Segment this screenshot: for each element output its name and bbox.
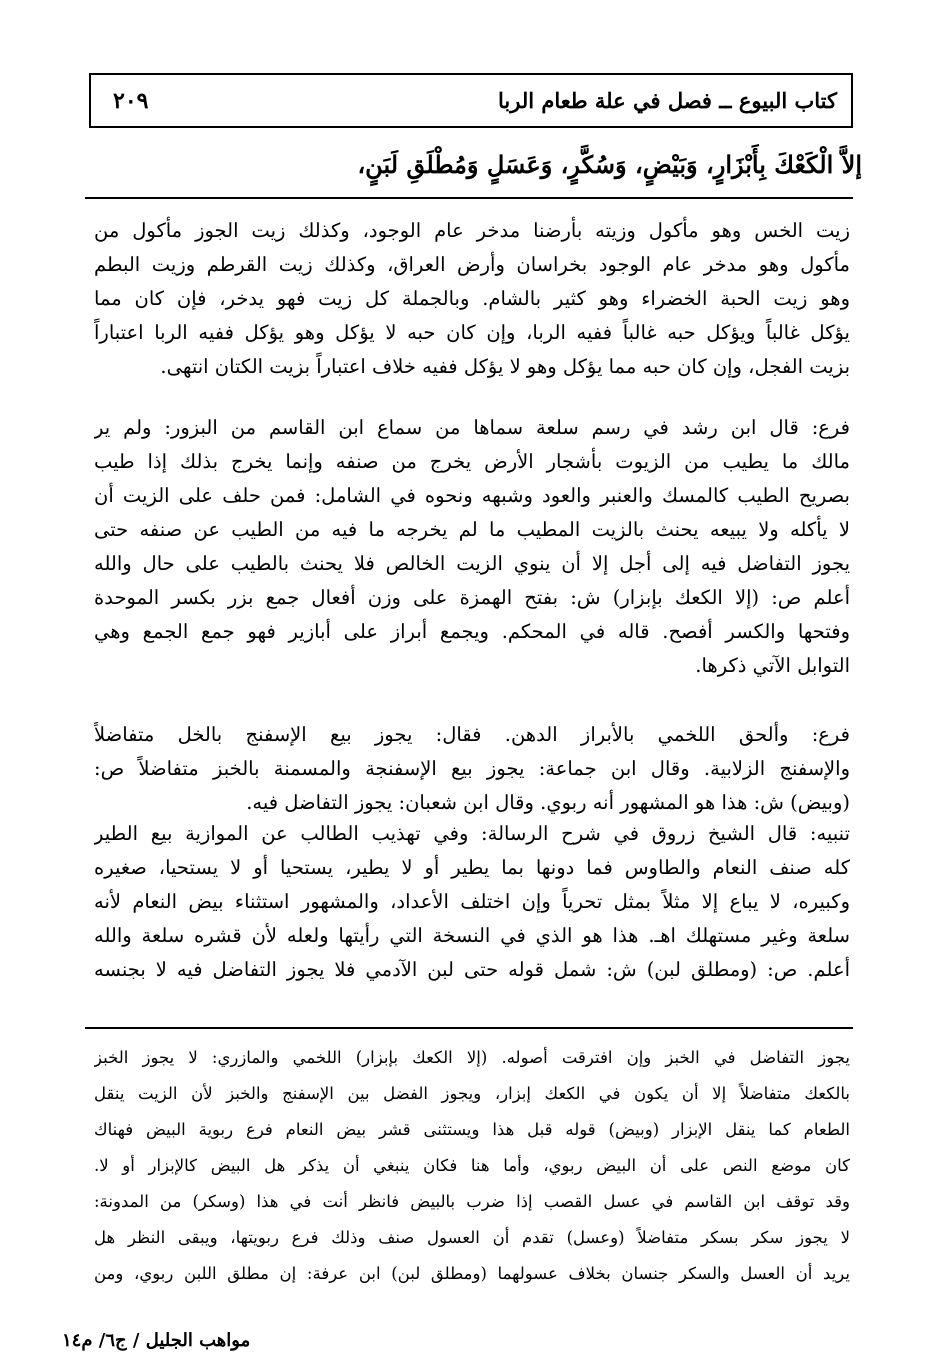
footnote-line: كان موضع النص على أن البيض ربوي، وأما هنا فكان ينبغي أن يذكر هل البيض كالإبزار أو لا. bbox=[94, 1156, 850, 1175]
text-line: فرع: قال ابن رشد في رسم سلعة سماها من سماع ابن القاسم من البزور: ولم ير bbox=[94, 416, 850, 439]
text-line: فرع: وألحق اللخمي بالأبراز الدهن. فقال: يجوز بيع الإسفنج بالخل متفاضلاً bbox=[94, 723, 850, 746]
footnote-separator-rule bbox=[85, 1027, 853, 1029]
text-line: كله صنف النعام والطاوس فما دونها بما يطير أو لا يطير، يستحيا أو لا يستحيا، صغيره bbox=[94, 856, 850, 879]
text-line: وهو زيت الحبة الخضراء وهو كثير بالشام. وبالجملة كل زيت فهو يدخر، فإن كان مما bbox=[94, 287, 850, 310]
matn-separator-rule bbox=[85, 197, 853, 199]
text-line: بزيت الفجل، وإن كان حبه مما يؤكل وهو لا يؤكل ففيه خلاف اعتباراً بزيت الكتان انتهى. bbox=[160, 355, 850, 378]
text-line: بصريح الطيب كالمسك والعنبر والعود وشبهه ونحوه في الشامل: فمن حلف على الزيت أن bbox=[94, 484, 850, 507]
text-line: التوابل الآتي ذكرها. bbox=[695, 654, 850, 677]
text-line: (وبيض) ش: هذا هو المشهور أنه ربوي. وقال ابن شعبان: يجوز التفاضل فيه. bbox=[246, 791, 850, 814]
commentary-paragraph bbox=[94, 817, 850, 987]
text-line: أعلم. ص: (ومطلق لبن) ش: شمل قوله حتى لبن الآدمي فلا يجوز التفاضل فيه لا بجنسه bbox=[94, 958, 850, 981]
footnote-line: لا يجوز سكر بسكر متفاضلاً (وعسل) تقدم أن العسول صنف وذلك فرع ربويتها، ويبقى النظر هل bbox=[94, 1228, 850, 1247]
footnote-line: وقد توقف ابن القاسم في عسل القصب إذا ضرب بالبيض فانظر أنت في هذا (وسكر) من المدونة: bbox=[94, 1192, 850, 1211]
text-line: زيت الخس وهو مأكول وزيته بأرضنا مدخر عام الوجود، وكذلك زيت الجوز مأكول من bbox=[94, 219, 850, 242]
footnote-line: يريد أن العسل والسكر جنسان بخلاف عسولهما (ومطلق لبن) ابن عرفة: إن مطلق اللبن ربوي، ومن bbox=[94, 1264, 850, 1283]
text-line: مالك ما يطيب من الزيوت بأشجار الأرض يخرج من صنفه وإنما يخرج بذلك إذا طيب bbox=[94, 450, 850, 473]
text-line: أعلم ص: (إلا الكعك بإبزار) ش: بفتح الهمزة على وزن أفعال جمع بزر بكسر الموحدة bbox=[94, 586, 850, 609]
running-header bbox=[89, 73, 853, 128]
text-line: وكبيره، لا يباع إلا مثلاً بمثل تحرياً وإن اختلف الأعداد، والمشهور استثناء بيض النعام لأنه bbox=[94, 890, 850, 913]
text-line: تنبيه: قال الشيخ زروق في شرح الرسالة: وفي تهذيب الطالب عن الموازية بيع الطير bbox=[94, 822, 850, 845]
footnote-line: يجوز التفاضل في الخبز وإن افترقت أصوله. (إلا الكعك بإبزار) اللخمي والمازري: لا يجوز الخبز bbox=[94, 1048, 850, 1067]
commentary-paragraph bbox=[94, 718, 850, 820]
text-line: وفتحها والكسر أفصح. قاله في المحكم. ويجمع أبراز على أبازير فهو جمع الجمع وهي bbox=[94, 620, 850, 643]
text-line: يجوز التفاضل فيه إلى أجل إلا أن ينوي الزيت الخالص فلا يحنث بالطيب على حال والله bbox=[94, 552, 850, 575]
page-number: ٢٠٩ bbox=[113, 87, 149, 114]
text-line: سلعة وغير مستهلك اهـ. هذا هو الذي في النسخة التي رأيتها ولعله لأن قشره سلعة والله bbox=[94, 924, 850, 947]
commentary-paragraph bbox=[94, 214, 850, 384]
commentary-paragraph bbox=[94, 411, 850, 683]
text-line: لا يأكله ولا يبيعه يحنث بالزيت المطيب ما لم يخرجه ما فيه من الطيب عن صنفه حتى bbox=[94, 518, 850, 541]
text-line: يؤكل غالباً ويؤكل حبه غالباً ففيه الربا، وإن كان حبه لا يؤكل وهو يؤكل ففيه الربا اعتباراً bbox=[94, 321, 850, 344]
text-line: والإسفنج الزلابية. وقال ابن جماعة: يجوز بيع الإسفنجة والمسمنة بالخبز متفاضلاً ص: bbox=[94, 757, 850, 780]
volume-signature: مواهب الجليل / ج٦/ م١٤ bbox=[62, 1330, 251, 1351]
footnote-line: الطعام كما ينقل الإبزار (وبيض) قوله قبل هذا ويستثنى قشر بيض النعام فرع ربوية البيض فهناك bbox=[94, 1120, 850, 1139]
running-header-title: كتاب البيوع ــ فصل في علة طعام الربا bbox=[497, 88, 837, 113]
footnote-line: بالكعك متفاضلاً إلا أن يكون في الكعك إبزار، ويجوز الفضل بين الإسفنج والخبز لأن الزيت ينقل bbox=[94, 1084, 850, 1103]
footnote-section bbox=[94, 1040, 850, 1292]
text-line: مأكول وهو مدخر عام الوجود بخراسان وأرض العراق، وكذلك زيت القرطم وزيت البطم bbox=[94, 253, 850, 276]
matn-text: إلاَّ الْكَعْكَ بِأَبْزَارٍ، وَبَيْضٍ، وَسُكَّرٍ، وَعَسَلٍ وَمُطْلَقِ لَبَنٍ، bbox=[357, 150, 862, 179]
